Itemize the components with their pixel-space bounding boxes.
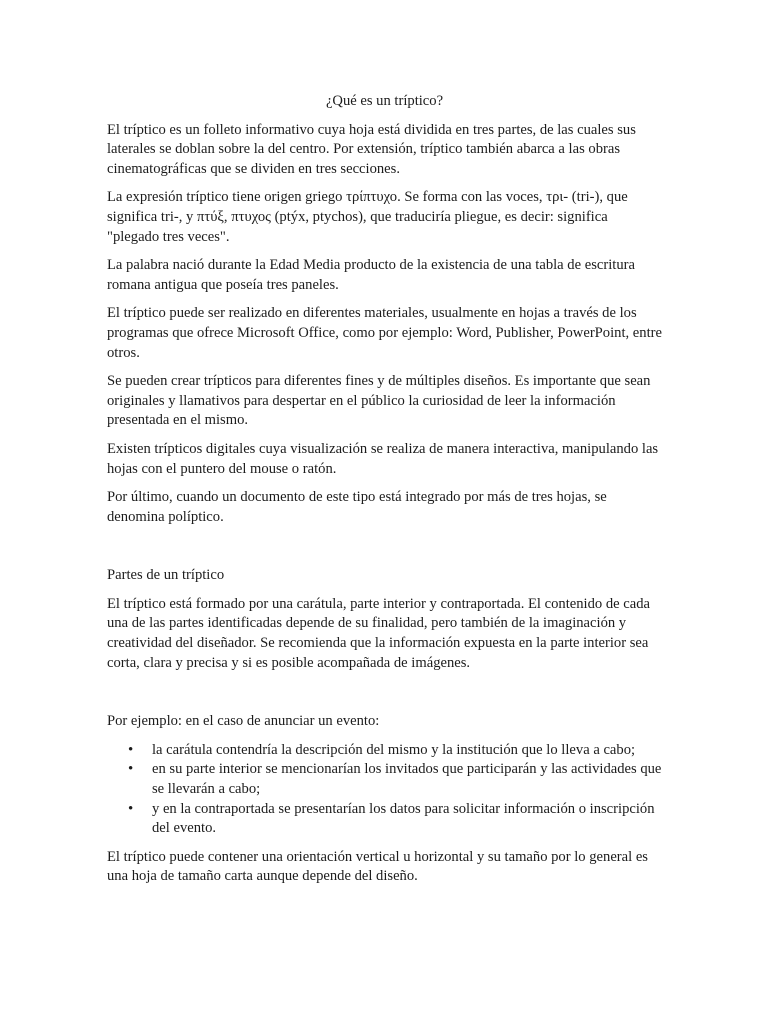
paragraph-materials: El tríptico puede ser realizado en diferentes materiales, usualmente en hojas a través de los programas que ofrece Microsoft Office, como por ejemplo: Word, Publisher, PowerPoint, entre otros.	[107, 305, 662, 361]
paragraph-parts: El tríptico está formado por una carátula, parte interior y contraportada. El contenido de cada una de las partes identificadas depende de su finalidad, pero también de la imaginación y creatividad del diseñador. Se recomienda que la información expuesta en la parte interior sea corta, clara y precisa y si es posible acompañada de imágenes.	[107, 595, 650, 671]
paragraph-etymology: La expresión tríptico tiene origen griego τρίπτυχο. Se forma con las voces, τρι- (tri-), que significa tri-, y πτύξ, πτυχος (ptýx, ptychos), que traduciría pliegue, es decir: significa "plegado tres veces".	[107, 189, 628, 245]
section-heading: Partes de un tríptico	[107, 567, 225, 584]
example-list	[107, 741, 662, 839]
paragraph-definition: El tríptico es un folleto informativo cuya hoja está dividida en tres partes, de las cuales sus laterales se doblan sobre la del centro. Por extensión, tríptico también abarca a las obras cinematográficas que se dividen en tres secciones.	[107, 121, 636, 177]
list-item: • la carátula contendría la descripción del mismo y la institución que lo lleva a cabo;	[107, 741, 662, 761]
paragraph-origin: La palabra nació durante la Edad Media producto de la existencia de una tabla de escritura romana antigua que poseía tres paneles.	[107, 257, 635, 293]
paragraph-designs: Se pueden crear trípticos para diferentes fines y de múltiples diseños. Es importante que sean originales y llamativos para despertar en el público la curiosidad de leer la información presentada en el mismo.	[107, 373, 651, 429]
paragraph-closing: El tríptico puede contener una orientación vertical u horizontal y su tamaño por lo general es una hoja de tamaño carta aunque depende del diseño.	[107, 848, 648, 885]
paragraph-digital: Existen trípticos digitales cuya visualización se realiza de manera interactiva, manipulando las hojas con el puntero del mouse o ratón.	[107, 440, 659, 477]
document-page	[107, 92, 662, 896]
paragraph-poliptico: Por último, cuando un documento de este tipo está integrado por más de tres hojas, se denomina políptico.	[107, 489, 607, 525]
list-item: • en su parte interior se mencionarían los invitados que participarán y las actividades que se llevarán a cabo;	[107, 760, 662, 799]
list-item: • y en la contraportada se presentarían los datos para solicitar información o inscripción del evento.	[107, 800, 662, 839]
example-intro: Por ejemplo: en el caso de anunciar un evento:	[107, 713, 380, 730]
document-title: ¿Qué es un tríptico?	[325, 93, 444, 109]
